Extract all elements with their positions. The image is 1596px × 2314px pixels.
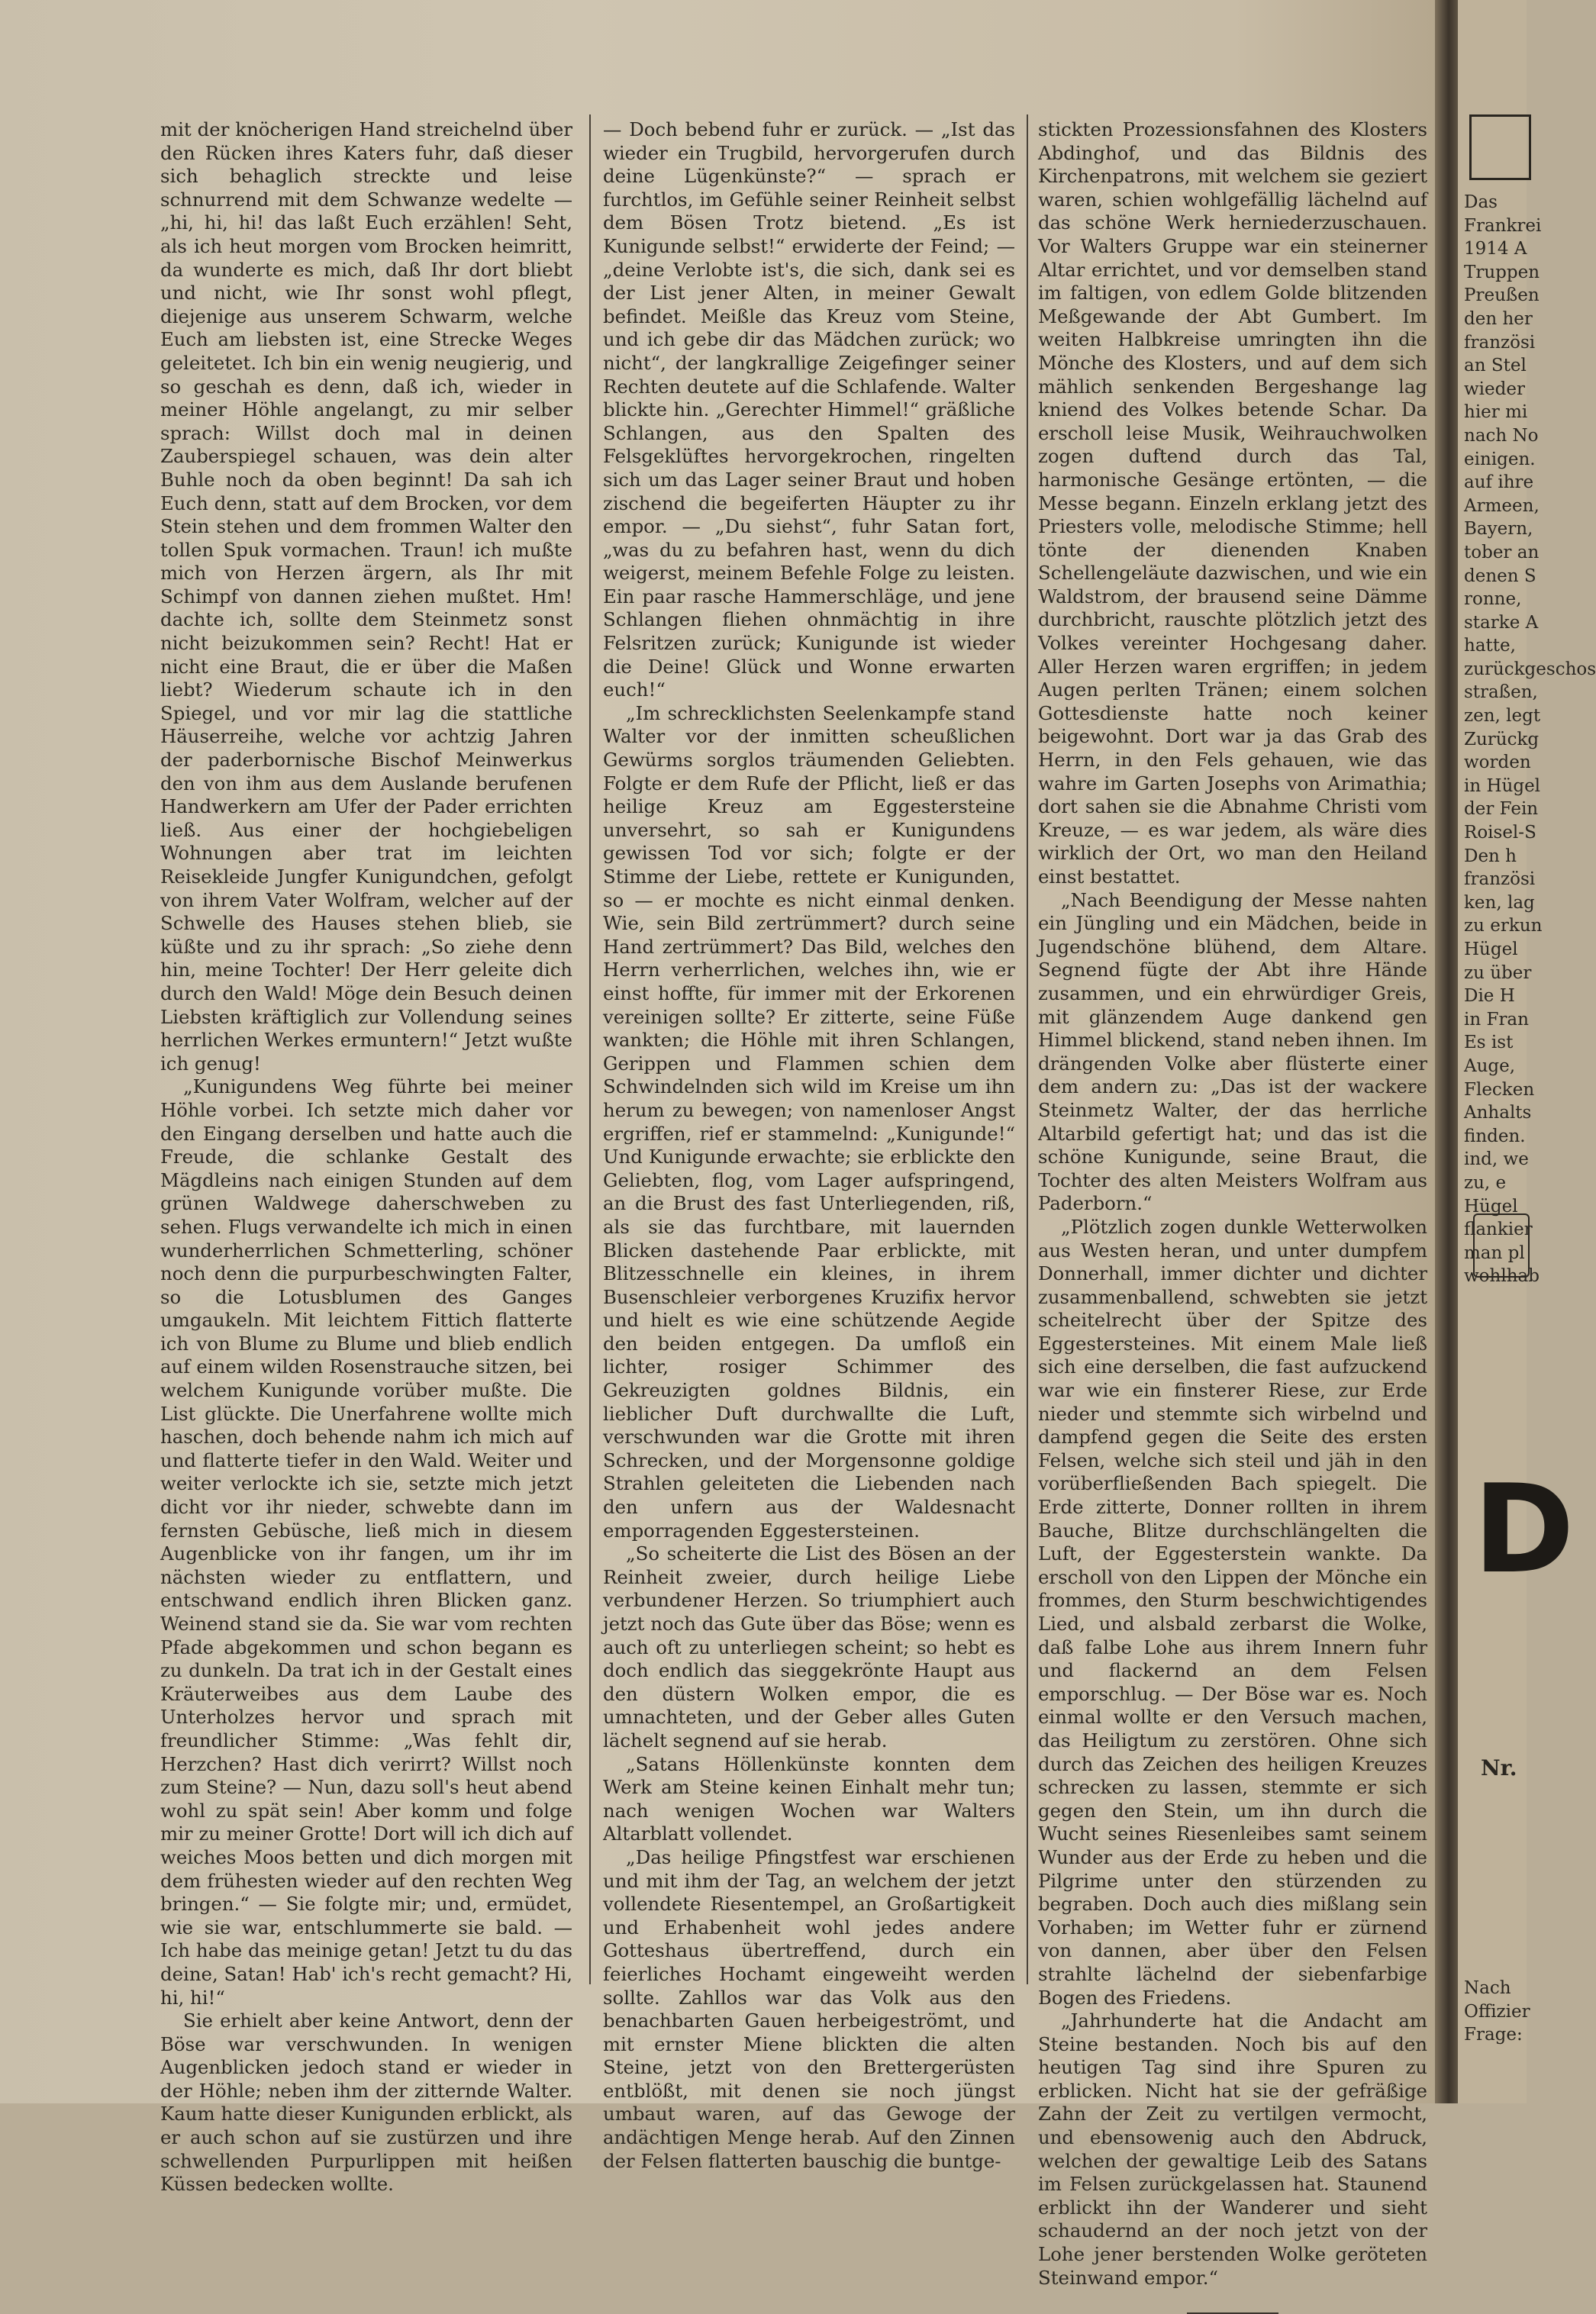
fragment-line: ken, lag [1464,892,1535,913]
fragment-line: Frage: [1464,2025,1523,2045]
fragment-line: hier mi [1464,402,1528,423]
fragment-line: Armeen, [1464,495,1540,516]
paragraph: „So scheiterte die List des Bösen an der Reinheit zweier, durch heilige Liebe verbundener Herzen. So triumphiert auch jetzt noch das Gute über das Böse; wenn es auch oft zu unterliegen scheint; so hebt es doch endlich das sieggekrönte Haupt aus den düstern Wolken empor, die es umnachteten, und der Geber alles Guten lächelt segnend auf sie herab. [603,1542,1015,1752]
paragraph: „Das heilige Pfingstfest war erschienen und mit ihm der Tag, an welchem der jetzt vollendete Riesentempel, an Großartigkeit und Erhabenheit wohl jedes andere Gotteshaus übertreffend, durch ein feierliches Hochamt eingeweiht werden sollte. Zahllos war das Volk aus den benachbarten Gauen herbeigeströmt, und mit ernster Miene blickten die alten Steine, jetzt von den Brettergerüsten entblößt, mit denen sie noch jüngst umbaut waren, auf das Gewoge der andächtigen Menge herab. Auf den Zinnen der Felsen flatterten bauschig die buntge- [603,1845,1015,2172]
fragment-line: zu, e [1464,1172,1507,1193]
fragment-line: nach No [1464,425,1539,446]
text-column-2 [603,118,1015,2173]
fragment-line: Es ist [1464,1033,1514,1053]
number-label: Nr. [1481,1755,1517,1781]
paragraph: stickten Prozessionsfahnen des Klosters Abdinghof, und das Bildnis des Kirchenpatrons, mit welchem sie geziert waren, schien wohlgefällig lächelnd auf das schöne Werk herniederzuschauen. Vor Walters Gruppe war ein steinerner Altar errichtet, und vor demselben stand im faltigen, von edlem Golde blitzenden Meßgewande der Abt Gumbert. Im weiten Halbkreise umringten ihn die Mönche des Klosters, und auf dem sich mählich senkenden Bergeshange lag kniend des Volkes betende Schar. Da erscholl leise Musik, Weihrauchwolken zogen duftend durch das Tal, harmonische Gesänge ertönten, — die Messe begann. Einzeln erklang jetzt des Priesters volle, melodische Stimme; hell tönte der dienenden Knaben Schellengeläute dazwischen, und wie ein Waldstrom, der brausend seine Dämme durchbricht, rauschte plötzlich jetzt des Volkes vereinter Hochgesang daher. Aller Herzen waren ergriffen; in jedem Augen perlten Tränen; einem solchen Gottesdienste hatte noch keiner beigewohnt. Dort war ja das Grab des Herrn, in den Fels gehauen, wie das wahre im Garten Josephs von Arimathia; dort sahen sie die Abnahme Christi vom Kreuze, — es war jedem, als wäre dies wirklich der Ort, wo man den Heiland einst bestattet. [1038,118,1427,888]
paragraph: „Jahrhunderte hat die Andacht am Steine bestanden. Noch bis auf den heutigen Tag sind ihre Spuren zu erblicken. Nicht hat sie der gefräßige Zahn der Zeit zu vertilgen vermocht, und ebensowenig auch den Abdruck, welchen der gewaltige Leib des Satans im Felsen zurückgelassen hat. Staunend erblickt ihn der Wanderer und sieht schaudernd an der noch jetzt von der Lohe jener berstenden Wolke geröteten Steinwand empor.“ [1038,2009,1427,2289]
fragment-line: tober an [1464,542,1540,562]
text-column-1 [160,118,572,2196]
fragment-line: Offizier [1464,2001,1530,2022]
paragraph: „Nach Beendigung der Messe nahten ein Jüngling und ein Mädchen, beide in Jugendschöne blühend, dem Altare. Segnend fügte der Abt ihre Hände zusammen, und ein ehrwürdiger Greis, mit glänzendem Auge dankend gen Himmel blickend, stand neben ihnen. Im drängenden Volke aber flüsterte einer dem andern zu: „Das ist der wackere Steinmetz Walter, der das herrliche Altarbild gefertigt hat; und das ist die schöne Kunigunde, seine Braut, die Tochter des alten Meisters Wolfram aus Paderborn.“ [1038,888,1427,1215]
fragment-line: finden. [1464,1126,1526,1146]
adjacent-page [1458,0,1596,2103]
paragraph: „Im schrecklichsten Seelenkampfe stand Walter vor der inmitten scheußlichen Gewürms sorglos träumenden Geliebten. Folgte er dem Rufe der Pflicht, ließ er das heilige Kreuz am Eggestersteine unversehrt, so sah er Kunigundens gewissen Tod vor sich; folgte er der Stimme der Liebe, rettete er Kunigunden, so — er mochte es nicht einmal denken. Wie, sein Bild zertrümmert? durch seine Hand zertrümmert? Das Bild, welches den Herrn verherrlichen, welches ihn, wie er einst hoffte, für immer mit der Erkorenen vereinigen sollte? Er zitterte, seine Füße wankten; die Höhle mit ihren Schlangen, Gerippen und Flammen schien dem Schwindelnden sich wild im Kreise um ihn herum zu bewegen; von namenloser Angst ergriffen, rief er stammelnd: „Kunigunde!“ Und Kunigunde erwachte; sie erblickte den Geliebten, flog, vom Lager aufspringend, an die Brust des fast Unterliegenden, riß, als sie das furchtbare, mit lauernden Blicken dastehende Paar erblickte, mit Blitzesschnelle ein kleines, in ihrem Busenschleier verborgenes Kruzifix hervor und hielt es wie eine schützende Aegide den beiden entgegen. Da umfloß ein lichter, rosiger Schimmer des Gekreuzigten goldnes Bildnis, ein lieblicher Duft durchwallte die Luft, verschwunden war die Grotte mit ihren Schrecken, und der Morgensonne goldige Strahlen geleiteten die Liebenden nach den unfern aus der Waldesnacht emporragenden Eggestersteinen. [603,701,1015,1542]
column-divider [589,114,591,1984]
frame-box [1469,114,1531,180]
fragment-line: worden [1464,753,1531,773]
adjacent-page-bottom [1464,1977,1530,2047]
paragraph: Sie erhielt aber keine Antwort, denn der Böse war verschwunden. In wenigen Augenblicken jedoch stand er wieder in der Höhle; neben ihm der zitternde Walter. Kaum hatte dieser Kunigunden erblickt, als er auch schon auf sie zustürzen und ihre schwellenden Purpurlippen mit heißen Küssen bedecken wollte. [160,2009,572,2196]
fragment-line: Hügel [1464,939,1518,959]
fragment-line: denen S [1464,566,1536,586]
fragment-line: an Stel [1464,356,1527,376]
fragment-line: einigen. [1464,449,1536,469]
paragraph: „Plötzlich zogen dunkle Wetterwolken aus Westen heran, und unter dumpfem Donnerhall, immer dichter und dichter zusammenballend, schwebten sie jetzt scheitelrecht über der Spitze des Eggestersteines. Mit einem Male ließ sich eine derselben, die fast aufzuckend war wie ein finsterer Riese, zur Erde nieder und stemmte sich wirbelnd und dampfend gegen die Seite des ersten Felsen, welche sich steil und jäh in den vorüberfließenden Bach spiegelt. Die Erde zitterte, Donner rollten in ihrem Bauche, Blitze durchschlängelten die Luft, der Eggesterstein wankte. Da erscholl von den Lippen der Mönche ein frommes, den Sturm beschwichtigendes Lied, und alsbald zerbarst die Wolke, daß falbe Lohe aus ihrem Innern fuhr und flackernd an dem Felsen emporschlug. — Der Böse war es. Noch einmal wollte er den Versuch machen, das Heiligtum zu zerstören. Ohne sich durch das Zeichen des heiligen Kreuzes schrecken zu lassen, stemmte er sich gegen den Stein, um ihn durch die Wucht seines Riesenleibes samt seinem Wunder aus der Erde zu heben und die Pilgrime unter den stürzenden zu begraben. Doch auch dies mißlang sein Vorhaben; im Wetter fuhr er zürnend von dannen, aber über den Felsen strahlte lächelnd der siebenfarbige Bogen des Friedens. [1038,1215,1427,2009]
fragment-line: Roisel-S [1464,823,1536,843]
emblem-icon [1473,1213,1530,1278]
fragment-line: flankier [1464,1220,1533,1240]
fragment-line: hatte, [1464,636,1516,656]
fragment-line: Hügel [1464,1196,1518,1217]
fragment-line: Das [1464,192,1498,212]
paragraph: — Doch bebend fuhr er zurück. — „Ist das wieder ein Trugbild, hervorgerufen durch deine Lügenkünste?“ — sprach er furchtlos, im Gefühle seiner Reinheit selbst dem Bösen Trotz bietend. „Es ist Kunigunde selbst!“ erwiderte der Feind; — „deine Verlobte ist's, die sich, dank sei es der List jener Alten, in meiner Gewalt befindet. Meißle das Kreuz vom Steine, und ich gebe dir das Mädchen zurück; wo nicht“, der langkrallige Zeigefinger seiner Rechten deutete auf die Schlafende. Walter blickte hin. „Gerechter Himmel!“ gräßliche Schlangen, aus den Spalten des Felsgeklüftes hervorgekrochen, ringelten sich um das Lager seiner Braut und hoben zischend die begeiferten Häupter zu ihr empor. — „Du siehst“, fuhr Satan fort, „was du zu befahren hast, wenn du dich weigerst, meinem Befehle Folge zu leisten. Ein paar rasche Hammerschläge, und jene Schlangen fliehen ohnmächtig in ihre Felsritzen zurück; Kunigunde ist wieder die Deine! Glück und Wonne erwarten euch!“ [603,118,1015,701]
fragment-line: Bayern, [1464,519,1533,540]
fragment-line: ind, we [1464,1149,1529,1170]
fragment-line: Zurückg [1464,729,1540,749]
column-divider [1027,114,1028,1984]
fragment-line: Truppen [1464,262,1540,282]
fragment-line: 1914 A [1464,239,1527,259]
fragment-line: Nach [1464,1978,1511,1998]
fragment-line: starke A [1464,612,1539,633]
fragment-line: zurückgeschos [1464,659,1596,679]
paragraph: „Kunigundens Weg führte bei meiner Höhle vorbei. Ich setzte mich daher vor den Eingang derselben und hatte auch die Freude, die schlanke Gestalt des Mägdleins nach einigen Stunden auf dem grünen Waldwege daherschweben zu sehen. Flugs verwandelte ich mich in einen wunderherrlichen Schmetterling, schöner noch denn die purpurbeschwingten Falter, so die Lotusblumen des Ganges umgaukeln. Mit leichtem Fittich flatterte ich von Blume zu Blume und blieb endlich auf einem wilden Rosenstrauche sitzen, bei welchem Kunigunde vorüber mußte. Die List glückte. Die Unerfahrene wollte mich haschen, doch behende nahm ich mich auf und flatterte tiefer in den Wald. Weiter und weiter verlockte ich sie, setzte mich jetzt dicht vor ihr nieder, schwebte dann im fernsten Gebüsche, ließ mich in diesem Augenblicke von ihr fangen, um ihr im nächsten wieder zu entflattern, und entschwand endlich ihren Blicken ganz. Weinend stand sie da. Sie war vom rechten Pfade abgekommen und schon begann es zu dunkeln. Da trat ich in der Gestalt eines Kräuterweibes aus dem Laube des Unterholzes hervor und sprach mit freundlicher Stimme: „Was fehlt dir, Herzchen? Hast dich verirrt? Willst noch zum Steine? — Nun, dazu soll's heut abend wohl zu spät sein! Aber komm und folge mir zu meiner Grotte! Dort will ich dich auf weiches Moos betten und dich morgen mit dem frühesten wieder auf den rechten Weg bringen.“ — Sie folgte mir; und, ermüdet, wie sie war, entschlummerte sie bald. — Ich habe das meinige getan! Jetzt tu du das deine, Satan! Hab' ich's recht gemacht? Hi, hi, hi!“ [160,1075,572,2009]
paragraph: mit der knöcherigen Hand streichelnd über den Rücken ihres Katers fuhr, daß dieser sich behaglich streckte und leise schnurrend mit dem Schwanze wedelte — „hi, hi, hi! das laßt Euch erzählen! Seht, als ich heut morgen vom Brocken heimritt, da wunderte es mich, daß Ihr dort bliebt und nicht, wie Ihr sonst wohl pflegt, diejenige aus unserem Schwarm, welche Euch am liebsten ist, eine Strecke Weges geleitetet. Ich bin ein wenig neugierig, und so geschah es denn, daß ich, wieder in meiner Höhle angelangt, zu mir selber sprach: Willst doch mal in deinen Zauberspiegel schauen, was dein alter Buhle noch da oben beginnt! Da sah ich Euch denn, statt auf dem Brocken, vor dem Stein stehen und dem frommen Walter den tollen Spuk vormachen. Traun! ich mußte mich von Herzen ärgern, als Ihr mit Schimpf von dannen ziehen mußtet. Hm! dachte ich, sollte dem Steinmetz sonst nicht beizukommen sein? Recht! Hat er nicht eine Braut, die er über die Maßen liebt? Wiederum schaute ich in den Spiegel, und vor mir lag die stattliche Häuserreihe, welche vor achtzig Jahren der paderbornische Bischof Meinwerkus den von ihm aus dem Auslande berufenen Handwerkern am Ufer der Pader errichten ließ. Aus einer der hochgiebeligen Wohnungen aber trat im leichten Reisekleide Jungfer Kunigundchen, gefolgt von ihrem Vater Wolfram, welcher auf der Schwelle des Hauses stehen blieb, sie küßte und zu ihr sprach: „So ziehe denn hin, meine Tochter! Der Herr geleite dich durch den Wald! Möge dein Besuch deinen Liebsten kräftiglich zur Vollendung seines herrlichen Werkes ermuntern!“ Jetzt wußte ich genug! [160,118,572,1075]
fragment-line: französi [1464,332,1536,353]
fragment-line: zu über [1464,962,1532,983]
fragment-line: wieder [1464,379,1525,399]
fragment-line: wohlhab [1464,1266,1540,1287]
page-gutter [1435,0,1458,2103]
fragment-line: französi [1464,869,1536,890]
fragment-line: Preußen [1464,285,1540,306]
big-letter: D [1473,1458,1575,1600]
paragraph: „Satans Höllenkünste konnten dem Werk am Steine keinen Einhalt mehr tun; nach wenigen Wochen war Walters Altarblatt vollendet. [603,1752,1015,1845]
fragment-line: straßen, [1464,682,1538,703]
fragment-line: auf ihre [1464,472,1534,493]
fragment-line: Auge, [1464,1055,1516,1076]
adjacent-page-fragments [1464,191,1596,1288]
fragment-line: zu erkun [1464,916,1543,936]
fragment-line: Frankrei [1464,215,1542,236]
fragment-line: Den h [1464,846,1517,866]
text-column-3 [1038,118,1427,2314]
fragment-line: in Hügel [1464,775,1541,796]
fragment-line: der Fein [1464,799,1539,820]
fragment-line: man pl [1464,1242,1525,1263]
fragment-line: ronne, [1464,589,1522,610]
fragment-line: Die H [1464,986,1515,1007]
fragment-line: Anhalts [1464,1103,1532,1123]
fragment-line: zen, legt [1464,706,1541,727]
fragment-line: in Fran [1464,1009,1529,1030]
fragment-line: den her [1464,308,1533,329]
fragment-line: Flecken [1464,1079,1535,1100]
